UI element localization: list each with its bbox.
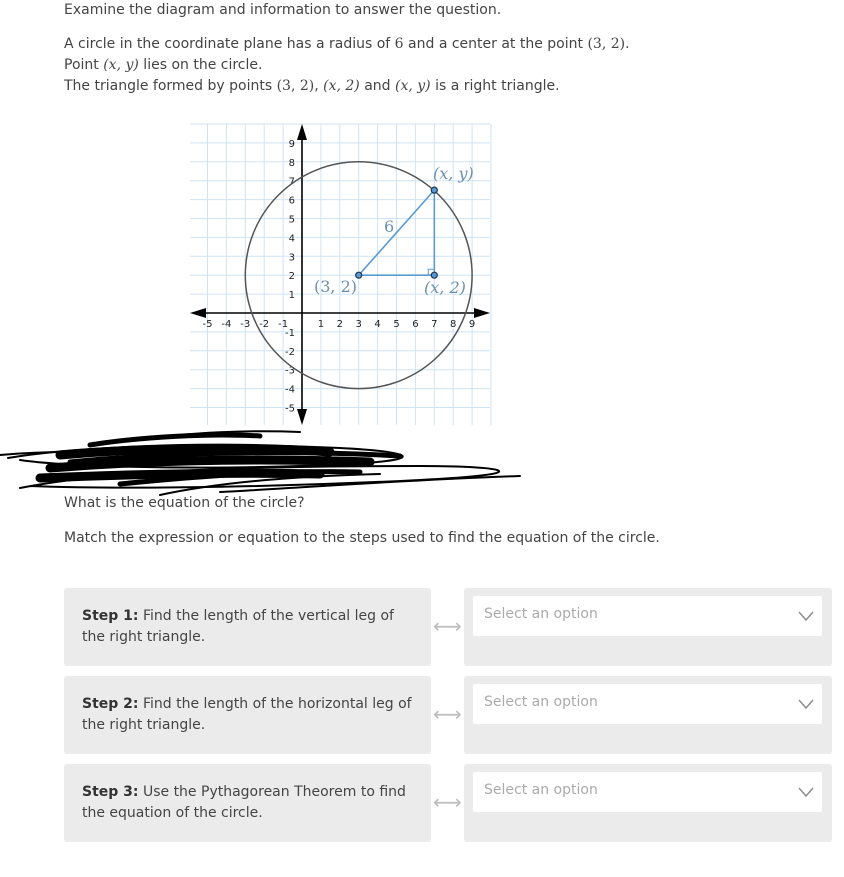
match-row-step-1 <box>64 588 832 666</box>
line1-text-c: . <box>625 36 630 52</box>
match-row-step-3 <box>64 764 832 842</box>
y-tick-label: 4 <box>288 233 295 245</box>
step-2-select[interactable] <box>473 684 822 724</box>
line3-sep-2: and <box>359 78 396 94</box>
y-tick-label: -1 <box>285 327 295 339</box>
double-arrow-icon: ⟷ <box>433 614 462 638</box>
step-3-title: Step 3: <box>82 784 139 800</box>
point-label: (x, y) <box>433 164 474 183</box>
y-tick-label: 8 <box>288 157 295 169</box>
triangle-point-1: (3, 2) <box>276 78 315 94</box>
line3-sep-1: , <box>314 78 324 94</box>
x-tick-label: 3 <box>355 319 362 330</box>
step-1-text <box>82 606 417 648</box>
y-tick-label: -5 <box>285 403 295 415</box>
diagram-labels <box>314 164 474 297</box>
x-axis-right-arrow <box>474 308 490 318</box>
step-3-dropdown[interactable] <box>464 764 832 842</box>
step-1-title: Step 1: <box>82 608 139 624</box>
y-axis-down-arrow <box>297 409 307 425</box>
radius-label: 6 <box>384 217 395 236</box>
y-tick-label: 9 <box>288 138 295 150</box>
y-tick-label: 1 <box>288 290 295 302</box>
chevron-down-icon[interactable] <box>798 611 814 621</box>
double-arrow-icon: ⟷ <box>433 790 462 814</box>
line3-text-b: is a right triangle. <box>430 78 560 94</box>
y-tick-label: 7 <box>288 176 295 188</box>
y-tick-label: 2 <box>288 271 295 283</box>
line3-text-a: The triangle formed by points <box>64 78 277 94</box>
x-tick-label: 8 <box>450 319 457 330</box>
x-tick-label: -3 <box>240 319 251 330</box>
step-2-title: Step 2: <box>82 696 139 712</box>
y-tick-label: -4 <box>285 384 295 396</box>
x-tick-label: 2 <box>336 319 343 330</box>
line1-text-b: and a center at the point <box>403 36 588 52</box>
radius-value: 6 <box>394 36 404 52</box>
center-value: (3, 2) <box>587 36 626 52</box>
corner-label: (x, 2) <box>424 278 466 297</box>
step-1-select[interactable] <box>473 596 822 636</box>
step-2-description: Find the length of the horizontal leg of the right triangle. <box>82 696 412 733</box>
y-tick-label: 3 <box>288 252 295 264</box>
triangle-point-2: (x, 2) <box>323 78 360 94</box>
line2-text-a: Point <box>64 57 104 73</box>
line1-text-a: A circle in the coordinate plane has a radius of <box>64 36 395 52</box>
question-prompt: What is the equation of the circle? <box>64 495 305 511</box>
circle-point <box>431 187 437 193</box>
x-tick-label: -5 <box>202 319 213 330</box>
step-3-description: Use the Pythagorean Theorem to find the equation of the circle. <box>82 784 406 821</box>
y-tick-label: 5 <box>288 214 295 226</box>
x-tick-label: 5 <box>393 319 400 330</box>
y-axis-up-arrow <box>297 124 307 140</box>
y-tick-label: -3 <box>285 365 295 377</box>
step-1-description: Find the length of the vertical leg of the right triangle. <box>82 608 394 645</box>
center-label: (3, 2) <box>314 277 358 296</box>
x-tick-label: 9 <box>468 319 476 330</box>
step-3-placeholder: Select an option <box>484 782 598 798</box>
x-tick-label: -1 <box>278 319 289 330</box>
x-tick-label: 6 <box>412 319 419 330</box>
step-card-2 <box>64 676 431 754</box>
step-1-placeholder: Select an option <box>484 606 598 622</box>
step-2-placeholder: Select an option <box>484 694 598 710</box>
triangle-point-3: (x, y) <box>395 78 431 94</box>
step-3-select[interactable] <box>473 772 822 812</box>
x-tick-label: 7 <box>431 319 438 330</box>
step-1-dropdown[interactable] <box>464 588 832 666</box>
x-tick-label: -2 <box>259 319 270 330</box>
step-2-dropdown[interactable] <box>464 676 832 754</box>
step-2-text <box>82 694 417 736</box>
chevron-down-icon[interactable] <box>798 699 814 709</box>
scribble-redaction <box>0 431 520 495</box>
matching-instruction: Match the expression or equation to the steps used to find the equation of the circle. <box>64 530 660 546</box>
double-arrow-icon: ⟷ <box>433 702 462 726</box>
chevron-down-icon[interactable] <box>798 787 814 797</box>
match-row-step-2 <box>64 676 832 754</box>
step-card-1 <box>64 588 431 666</box>
y-tick-label: 6 <box>288 195 295 207</box>
step-3-text <box>82 782 417 824</box>
point-value: (x, y) <box>103 57 139 73</box>
step-card-3 <box>64 764 431 842</box>
x-tick-label: 1 <box>317 319 325 330</box>
line2-text-b: lies on the circle. <box>138 57 263 73</box>
instructions-text: Examine the diagram and information to answer the question. <box>64 2 502 18</box>
x-tick-label: -4 <box>221 319 232 330</box>
y-tick-label: -2 <box>285 346 295 358</box>
x-axis-left-arrow <box>190 308 206 318</box>
x-tick-label: 4 <box>374 319 381 330</box>
